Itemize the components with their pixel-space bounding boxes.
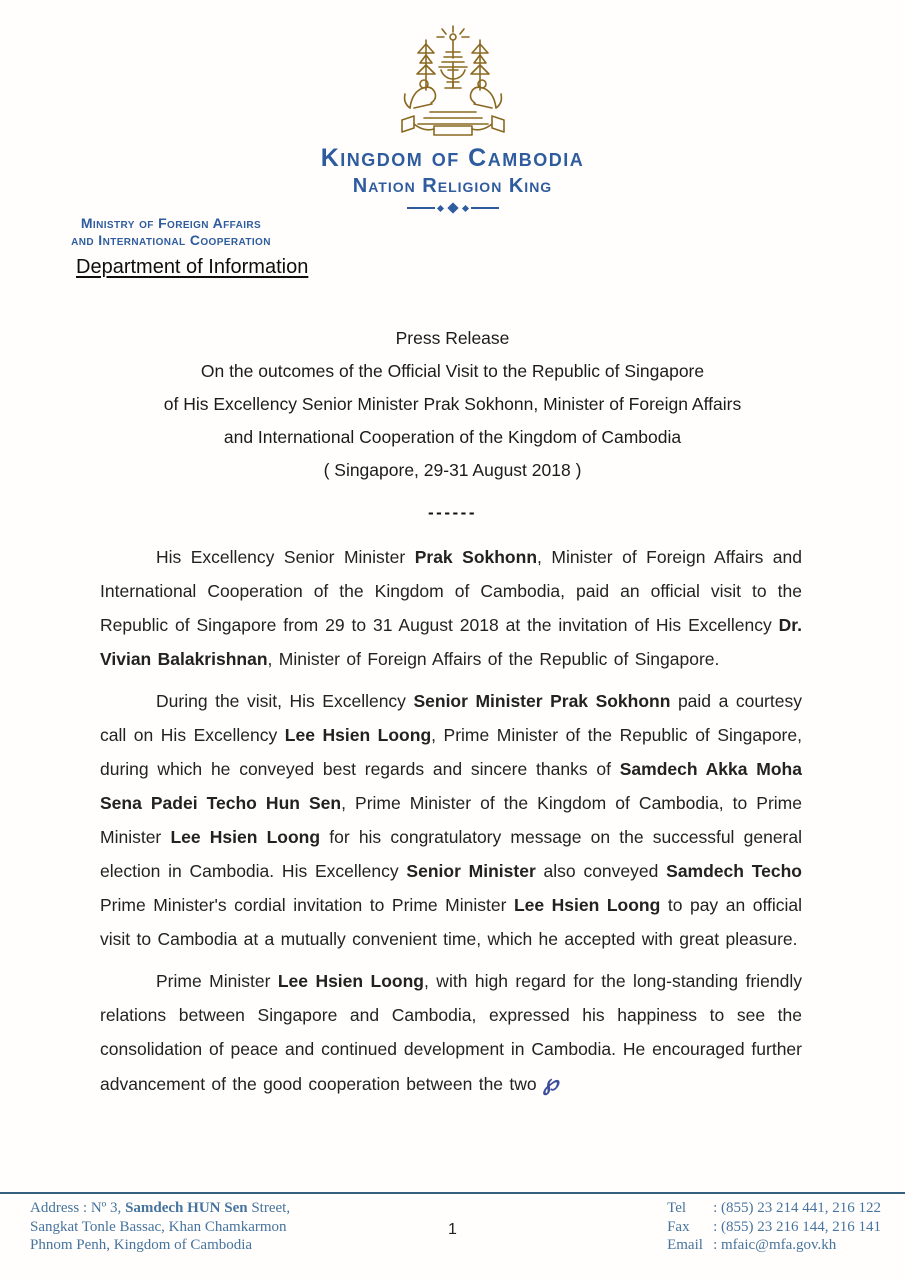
contact-value: : mfaic@mfa.gov.kh [713,1237,837,1253]
ministry-line-2: and International Cooperation [71,232,271,248]
department-name: Department of Information [76,256,309,278]
contact-label: Email [667,1237,703,1253]
contact-value: : (855) 23 216 144, 216 141 [713,1218,881,1235]
paragraph: His Excellency Senior Minister Prak Sokhonn, Minister of Foreign Affairs and International Cooperation of the Kingdom of Cambodia, paid an official visit to the Republic of Singapore from 29 to 31 August 2018 at the invitation of His Excellency Dr. Vivian Balakrishnan, Minister of Foreign Affairs of the Republic of Singapore. [100,547,803,669]
address-line: Address : Nº 3, Samdech HUN Sen Street, [30,1200,291,1216]
title-line: and International Cooperation of the Kingdom of Cambodia [223,427,682,447]
paragraph: During the visit, His Excellency Senior Minister Prak Sokhonn paid a courtesy call on His Excellency Lee Hsien Loong, Prime Minister of the Republic of Singapore, during which he conveyed best regards and sincere thanks of Samdech Akka Moha Sena Padei Techo Hun Sen, Prime Minister of the Kingdom of Cambodia, to Prime Minister Lee Hsien Loong for his congratulatory message on the successful general election in Cambodia. His Excellency Senior Minister also conveyed Samdech Techo Prime Minister's cordial invitation to Prime Minister Lee Hsien Loong to pay an official visit to Cambodia at a mutually convenient time, which he accepted with great pleasure. [100,691,802,949]
ministry-name [40,215,302,249]
contact-row [667,1199,881,1218]
kingdom-title: Kingdom of Cambodia [320,144,585,172]
document-body [100,540,802,1109]
ministry-line-1: Ministry of Foreign Affairs [80,215,262,231]
contact-value: : (855) 23 214 441, 216 122 [713,1200,881,1216]
page-number: 1 [448,1221,457,1238]
address-line: Phnom Penh, Kingdom of Cambodia [30,1237,253,1253]
header-ornament-icon [0,204,905,212]
contact-row [667,1218,881,1237]
royal-arms-crest-icon [392,24,514,138]
title-line: On the outcomes of the Official Visit to the Republic of Singapore [200,361,705,381]
title-venue-date: ( Singapore, 29-31 August 2018 ) [323,460,582,480]
press-release-title [0,322,905,487]
contact-label: Fax [667,1218,690,1235]
paragraph: Prime Minister Lee Hsien Loong, with high regard for the long-standing friendly relations between Singapore and Cambodia, expressed his happiness to see the consolidation of peace and continued development in Cambodia. He encouraged further advancement of the good cooperation between the two ℘ [100,971,802,1096]
address-line: Sangkat Tonle Bassac, Khan Chamkarmon [30,1218,287,1235]
footer-divider [0,1192,905,1194]
contact-row [667,1236,881,1255]
footer-contacts [667,1199,881,1255]
title-line: of His Excellency Senior Minister Prak Sokhonn, Minister of Foreign Affairs [163,394,742,414]
national-motto: Nation Religion King [352,175,553,197]
contact-label: Tel [667,1200,687,1216]
document-type-label: Press Release [395,328,510,348]
dash-separator: ------ [428,503,477,522]
